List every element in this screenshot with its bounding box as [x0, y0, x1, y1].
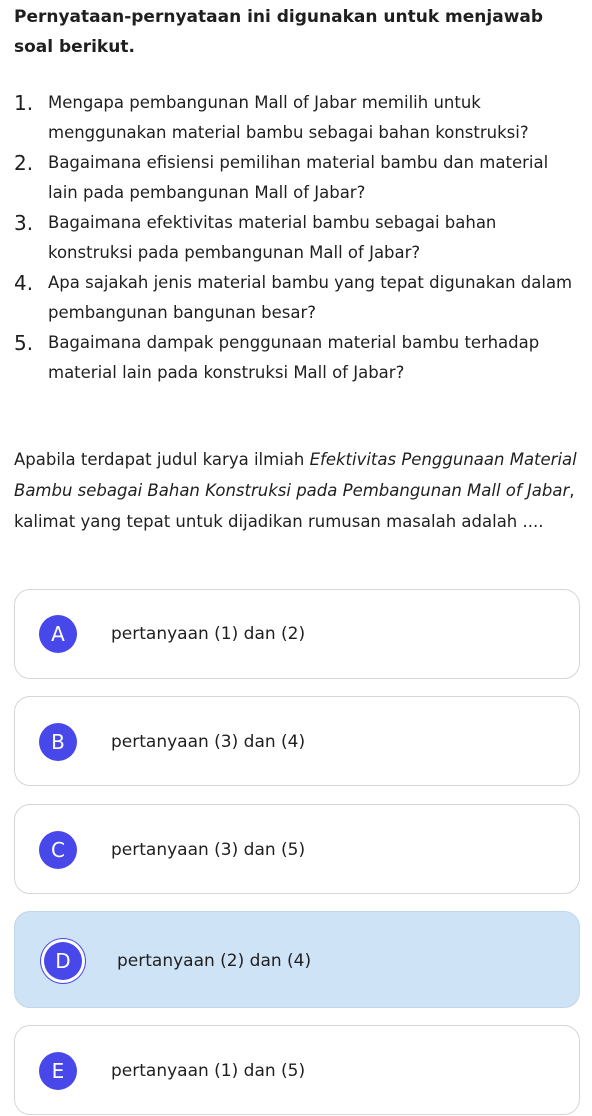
option-letter-badge: A [39, 615, 77, 653]
answer-option-b[interactable] [14, 696, 580, 786]
stem-text-after: , kalimat yang tepat untuk dijadikan rumusan masalah adalah .... [14, 481, 575, 531]
question-list [14, 88, 580, 388]
instruction-line-2: soal berikut. [14, 37, 135, 57]
question-text: Mengapa pembangunan Mall of Jabar memilih untuk menggunakan material bambu sebagai bahan konstruksi? [48, 93, 529, 142]
question-number: 1. [14, 91, 34, 115]
option-text: pertanyaan (3) dan (4) [111, 732, 306, 752]
answer-option-e[interactable] [14, 1025, 580, 1115]
question-item-2 [14, 148, 580, 208]
option-letter-badge: D [44, 942, 82, 980]
option-text: pertanyaan (1) dan (2) [111, 624, 306, 644]
question-instruction [14, 2, 574, 62]
answer-option-d[interactable] [14, 911, 580, 1008]
answer-option-a[interactable] [14, 589, 580, 679]
stem-title-italic: Efektivitas Penggunaan Material Bambu sebagai Bahan Konstruksi pada Pembangunan Mall of Jabar [14, 450, 577, 500]
question-item-5 [14, 328, 580, 388]
question-text: Apa sajakah jenis material bambu yang tepat digunakan dalam pembangunan bangunan besar? [48, 273, 573, 322]
option-letter-badge: E [39, 1052, 77, 1090]
question-number: 4. [14, 271, 34, 295]
option-letter-badge: C [39, 831, 77, 869]
answer-option-c[interactable] [14, 804, 580, 894]
question-item-1 [14, 88, 580, 148]
option-letter-badge: B [39, 723, 77, 761]
question-stem [14, 444, 582, 537]
option-text: pertanyaan (3) dan (5) [111, 840, 306, 860]
option-text: pertanyaan (2) dan (4) [117, 951, 312, 971]
option-text: pertanyaan (1) dan (5) [111, 1061, 306, 1081]
instruction-line-1: Pernyataan-pernyataan ini digunakan untuk menjawab [14, 7, 544, 27]
question-number: 3. [14, 211, 34, 235]
question-number: 2. [14, 151, 34, 175]
stem-text-before: Apabila terdapat judul karya ilmiah [14, 450, 310, 469]
question-text: Bagaimana efisiensi pemilihan material bambu dan material lain pada pembangunan Mall of Jabar? [48, 153, 549, 202]
question-item-4 [14, 268, 580, 328]
question-text: Bagaimana efektivitas material bambu sebagai bahan konstruksi pada pembangunan Mall of Jabar? [48, 213, 497, 262]
question-text: Bagaimana dampak penggunaan material bambu terhadap material lain pada konstruksi Mall of Jabar? [48, 333, 540, 382]
question-number: 5. [14, 331, 34, 355]
question-item-3 [14, 208, 580, 268]
